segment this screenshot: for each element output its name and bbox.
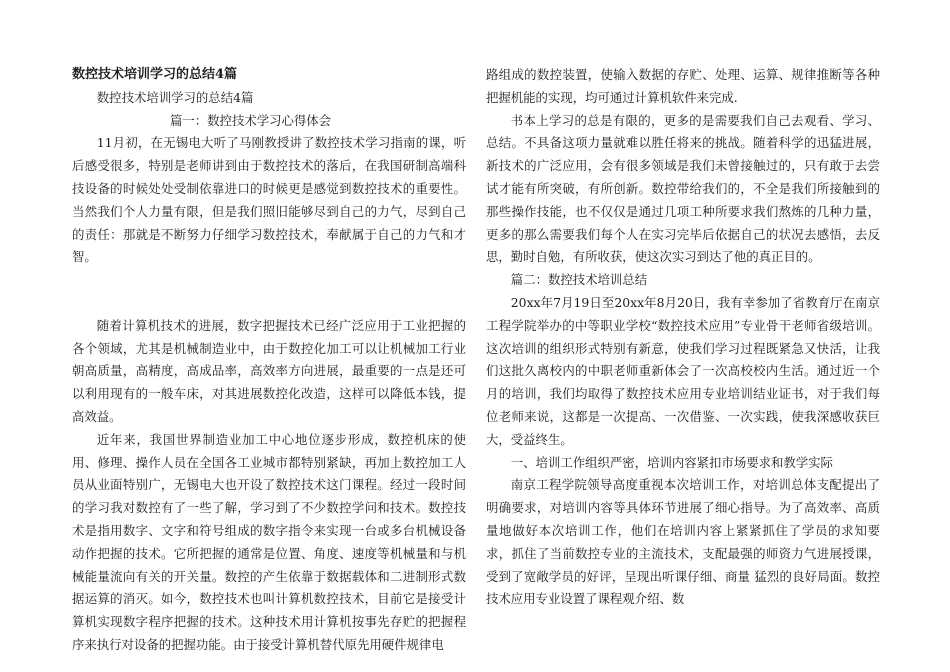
paragraph-continued: 路组成的数控装置，使输入数据的存贮、处理、运算、规律推断等各种把握机能的实现，均可通过计算机软件来完成. — [486, 67, 880, 105]
blank-line — [72, 292, 466, 315]
paragraph: 近年来，我国世界制造业加工中心地位逐步形成，数控机床的使用、修理、操作人员在全国各工业城市都特别紧缺，再加上数控加工人员从业面特别广，无锡电大也开设了数控技术这门课程。经过一段时间的学习我对数控有了一些了解，学习到了不少数控学问和技术。数控技术是指用数字、文字和符号组成的数字指令来实现一台或多台机械设备动作把握的技术。它所把握的通常是位置、角度、速度等机械量和与机械能量流向有关的开关量。数控的产生依靠于数据载体和二进制形式数据运算的消灭。如今，数控技术也叫计算机数控技术，目前它是接受计算机实现数字程序把握的技术。这种技术用计算机按事先存贮的把握程序来执行对设备的把握功能。由于接受计算机替代原先用硬件规律电 — [72, 431, 466, 652]
paragraph: 南京工程学院领导高度重视本次培训工作，对培训总体支配提出了明确要求，对培训内容等具体环节进展了细心指导。为了高效率、高质量地做好本次培训工作，他们在培训内容上紧紧抓住了学员的求知要求，抓住了当前数控专业的主流技术，支配最强的师资力气进展授课，受到了宽敞学员的好评，呈现出听课仔细、商量 猛烈的良好局面。数控技术应用专业设置了课程观介绍、数 — [486, 477, 880, 607]
paragraph: 书本上学习的总是有限的，更多的是需要我们自己去观看、学习、总结。不具备这项力量就难以胜任将来的挑战。随着科学的迅猛进展，新技术的广泛应用，会有很多领域是我们未曾接触过的，只有敢于去尝试才能有所突破，有所创新。数控带给我们的，不全是我们所接触到的那些操作技能，也不仅仅是通过几项工种所要求我们熬炼的几种力量，更多的那么需要我们每个人在实习完毕后依据自己的状况去感悟，去反思，勤时自勉，有所收获，使这次实习到达了他的真正目的。 — [486, 112, 880, 265]
blank-line — [72, 269, 466, 292]
right-column — [486, 64, 880, 611]
part-two-heading: 篇二：数控技术培训总结 — [510, 272, 648, 288]
part-one-heading: 篇一：数控技术学习心得体会 — [170, 112, 332, 128]
document-subtitle: 数控技术培训学习的总结4篇 — [96, 89, 254, 105]
left-column — [72, 64, 466, 657]
paragraph: 11月初，在无锡电大听了马刚教授讲了数控技术学习指南的课，听后感受很多，特别是老师讲到由于数控技术的落后，在我国研制高端科技设备的时候处处受制依靠进口的时候更是感觉到数控技术的重要性。当然我们个人力量有限，但是我们照旧能够尽到自己的力气，尽到自己的责任：那就是不断努力仔细学习数控技术，奉献属于自己的力气和才智。 — [72, 135, 466, 265]
paragraph: 随着计算机技术的进展，数字把握技术已经广泛应用于工业把握的各个领域，尤其是机械制造业中，由于数控化加工可以让机械加工行业朝高质量，高精度，高成品率，高效率方向进展，最重要的一点是还可以利用现有的一般车床，对其进展数控化改造，这样可以降低本钱，提高效益。 — [72, 317, 466, 424]
paragraph: 20xx年7月19日至20xx年8月20日，我有幸参加了省教育厅在南京工程学院举办的中等职业学校“数控技术应用”专业骨干老师省级培训。这次培训的组织形式特别有新意，使我们学习过程既紧急又快活，让我们这批久离校内的中职老师重新体会了一次高校校内生活。通过近一个月的培训，我们均取得了数控技术应用专业培训结业证书，对于我们每位老师来说，这都是一次提高、一次借鉴、一次实践，使我深感收获巨大，受益终生。 — [486, 294, 880, 447]
document-title: 数控技术培训学习的总结4篇 — [72, 67, 238, 82]
section-heading: 一、培训工作组织严密，培训内容紧扣市场要求和教学实际 — [510, 454, 833, 470]
